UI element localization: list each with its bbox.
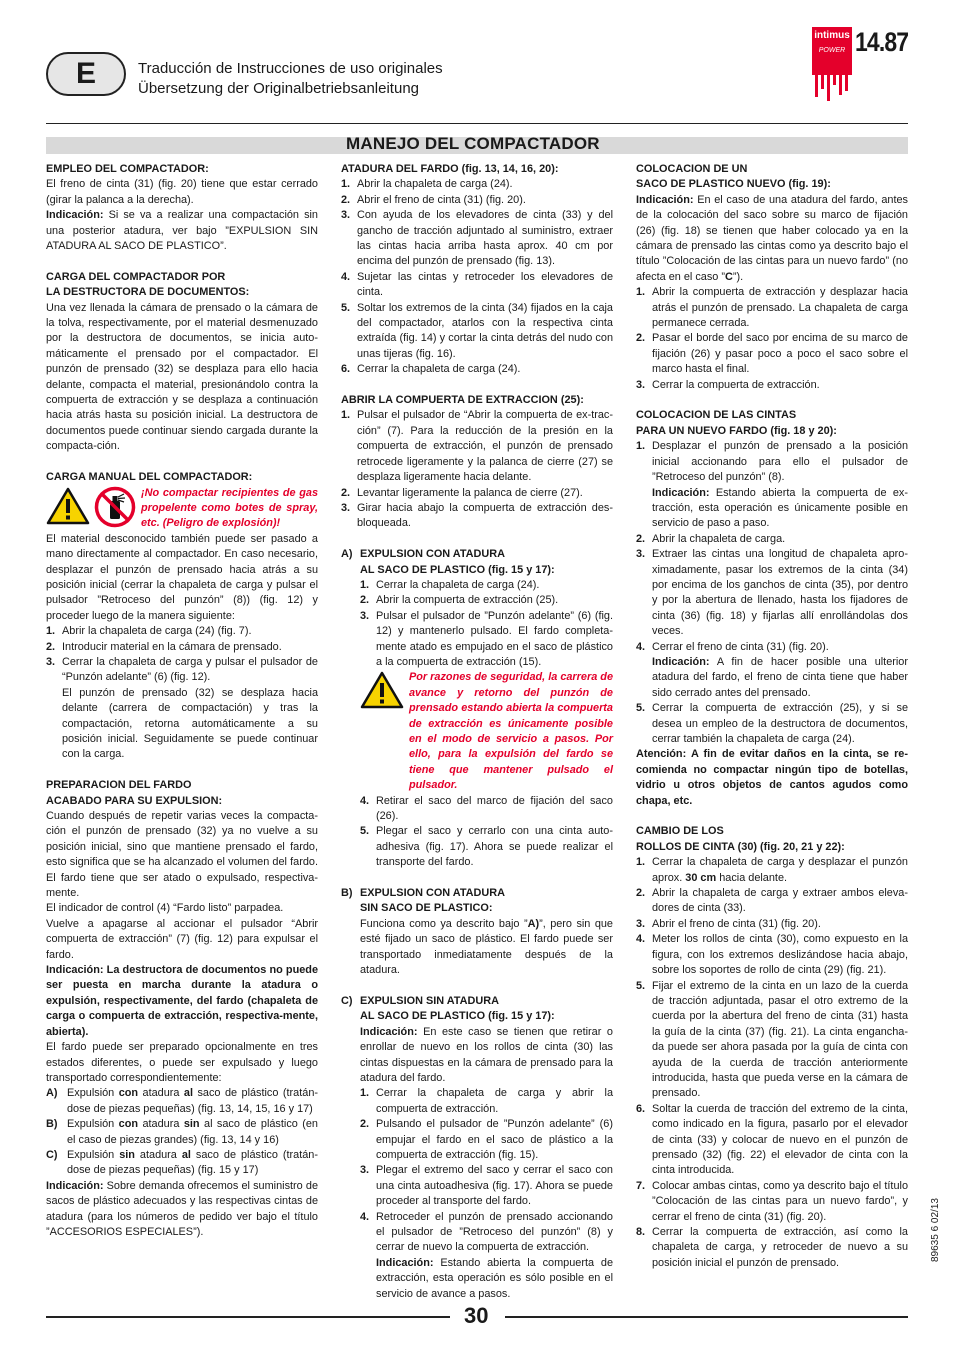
no-spray-can-icon [94,486,136,528]
heading-manual: CARGA MANUAL DEL COMPACTADOR: [46,471,253,484]
list-item: 3. Pulsar el pulsador de ”Punzón adelante” (6) (fig. 12) y mantenerlo pulsado. El fardo completa-mente atado es empujado en el saco de plástico a la compuerta de extracción (15). [360,609,613,668]
paragraph: Una vez llenada la cámara de prensado o la cámara de la tolva, respectivamente, por el material desmenuzado por la destructora de documentos, se inicia auto-máticamente el prensado por el compactador. El punzón de prensado (32) se desplaza para ello hacia delante, compacta el material, presionándolo contra la compuerta de extracción y se desplaza a continuación hacia atrás hasta su posición inicial. La destructora de documentos puede continuar siendo cargada durante la compacta-ción. [46,301,318,453]
note: Indicación: Estando abierta la compuerta de extracción, esta operación es sólo posible en el servicio de avance a pasos. [376,1256,613,1300]
list-item: 4. Retroceder el punzón de prensado accionando el pulsador de ”Retroceso del punzón” (8) y cerrar de nuevo la compuerta de extracción. [360,1210,613,1254]
note: Indicación: En el caso de una atadura del fardo, antes de la colocación del saco sobre su marco de fijación (26) (fig. 18) se tienen que haber colocado ya en la cámara de prensado las cintas como ya descrito bajo el título ”Colocación de las cintas para un nuevo fardo” (no afecta en el caso ”C”). [636,193,908,283]
list-item: 3. Girar hacia abajo la compuerta de extracción des-bloqueada. [341,501,613,530]
list-item: 7. Colocar ambas cintas, como ya descrito bajo el título ”Colocación de las cintas para un nuevo fardo”, y cerrar el freno de cinta (31) (fig. 20). [636,1179,908,1223]
paragraph: Funciona como ya descrito bajo ”A)”, pero sin que esté fijado un saco de plástico. El fardo puede ser transportado inmediatamente después de la atadura. [360,917,613,977]
note: Indicación: Sobre demanda ofrecemos el suministro de sacos de plástico adecuados y las respectivas cintas de atadura (para los números de pedido ver bajo el título ”ACCESORIOS ESPECIALES”). [46,1179,318,1238]
warning-block [360,670,613,793]
column-3 [636,162,908,1271]
warning-text: ¡No compactar recipientes de gas propelente como botes de spray, etc. (Peligro de explosión)! [141,486,318,530]
heading-abrir: ABRIR LA COMPUERTA DE EXTRACCION (25): [341,394,584,407]
heading-cintas-1: COLOCACION DE LAS CINTAS [636,409,797,422]
list-item: 3. Plegar el extremo del saco y cerrar el saco con una cinta autoadhesiva (fig. 17). Ahora se puede proceder al transporte del fardo. [360,1164,613,1208]
header-titles [138,59,443,99]
note: Indicación: En este caso se tienen que retirar o enrollar de nuevo en los rollos de cinta (30) las cintas dispuestas en la cámara de prensado para la atadura del fardo. [360,1025,613,1084]
list-item: 2. Pulsando el pulsador de ”Punzón adelante” (6) empujar el fardo en el saco de plástico a la compuerta de extracción (fig. 15). [360,1118,613,1161]
heading-cambio-2: ROLLOS DE CINTA (30) (fig. 20, 21 y 22): [636,840,845,853]
list-item: 8. Cerrar la compuerta de extracción, así como la chapaleta de carga, y retroceder de nuevo a su posición inicial el punzón de prensado. [636,1226,908,1269]
list-item: 1. Cerrar la chapaleta de carga (24). [360,578,540,591]
language-code: E [75,57,96,90]
list-item: 4. Cerrar el freno de cinta (31) (fig. 20). Indicación: A fin de hacer posible una ulterior atadura del fardo, el freno de cinta tiene que haber sido cerrado antes del prensado. [636,640,908,699]
warning-triangle-icon [46,486,90,526]
logo-word: intimus [814,30,850,41]
page-number: 30 [464,1303,489,1328]
option-item: C) Expulsión sin atadura al saco de plástico (tratán-dose de piezas pequeñas) (fig. 15 y 17) [46,1148,318,1177]
list-item: 1. Desplazar el punzón de prensado a la posición inicial accionando para ello el pulsador de ”Retroceso del punzón” (8). Indicación: Estando abierta la compuerta de ex-tracción, esta operación es únicamente posible en servicio de paso a paso. [636,440,908,530]
footer-rule [505,1316,908,1318]
heading-coloc-1: COLOCACION DE UN [636,163,748,175]
list-item: 1. Abrir la chapaleta de carga (24) (fig. 7). [46,625,252,638]
list-item: 4. Retirar el saco del marco de fijación del saco (26). [360,794,613,823]
list-item: 6. Soltar la cuerda de tracción del extremo de la cinta, como indicado en la figura, pasarlo por el elevador de cinta (33) y colocar de nuevo en el punzón de prensado (32) (fig. 22) el elevador de cinta con la cinta introducida. [636,1102,908,1177]
heading-prep-1: PREPARACION DEL FARDO [46,779,192,792]
subheading-c: C) EXPULSION SIN ATADURA [341,994,499,1007]
column-2 [341,162,613,1302]
list-item: 6. Cerrar la chapaleta de carga (24). [341,363,521,376]
list-item: 3. Cerrar la compuerta de extracción. [636,378,820,391]
list-item: 5. Cerrar la compuerta de extracción (25), y si se desea un empleo de la destructora de documentos, cerrar también la chapaleta de carga (24). [636,702,908,746]
list-item: 3. Abrir el freno de cinta (31) (fig. 20). [636,917,821,930]
subheading-c-2: AL SACO DE PLASTICO (fig. 15 y 17): [360,1010,555,1023]
paragraph: Cuando después de repetir varias veces la compacta-ción el punzón de prensado (32) ya no vuelve a su posición inicial, sino que mantiene prensado el fardo, esto significa que se ha alcanzado el volumen del fardo. El fardo tiene que ser atado o expulsado, respectiva-mente. [46,810,318,900]
list-item: 5. Soltar los extremos de la cinta (34) fijados en la caja del compactador, atarlos con la respectiva cinta extraída (fig. 14) y cortar la cinta detrás del nudo con unas tijeras (fig. 16). [341,301,613,360]
note-label: Indicación: [46,209,104,222]
list-item: 4. Meter los rollos de cinta (30), como expuesto en la figura, con los extremos deslizándose hacia abajo, sobre los soportes de rollo de cinta (29) (fig. 21). [636,933,908,977]
warning-block [46,486,318,532]
note-text: Si se va a realizar una compactación sin una posterior atadura, ver bajo ”EXPULSION SIN ATADURA AL SACO DE PLASTICO”. [46,209,318,253]
list-item: 4. Sujetar las cintas y retroceder los elevadores de cinta. [341,270,613,299]
list-item: 3. Cerrar la chapaleta de carga y pulsar el pulsador de “Punzón adelante” (6) (fig. 12). [46,655,318,684]
list-item: 1. Abrir la chapaleta de carga (24). [341,178,513,191]
footer-rule [46,1316,450,1318]
subheading-b-2: SIN SACO DE PLASTICO: [360,902,493,915]
list-item: 5. Fijar el extremo de la cinta en un lazo de la cuerda de tracción adjuntada, pasar el otro extremo de la cuerda por la abertura del freno de cinta (31) hasta la guía de la cinta (37) (fig. 21). La cinta engancha-da puede ser ahora pasada por la guía de cinta con ayuda de la cuerda de tracción anteriormente introducida, hasta que pueda verse en la cámara de prensado. [636,979,908,1100]
list-item: 1. Abrir la compuerta de extracción y desplazar hacia atrás el punzón de prensado. La chapaleta de carga permanece cerrada. [636,286,908,330]
heading-prep-2: ACABADO PARA SU EXPULSION: [46,794,223,807]
subheading-a-2: AL SACO DE PLASTICO (fig. 15 y 17): [360,563,555,576]
note-bold: Indicación: La destructora de documentos no puede ser puesta en marcha durante la atadura o expulsión, respectivamente, del fardo (chapaleta de carga o compuerta de extracción, respectiva-mente, abierta). [46,964,318,1038]
list-item: 2. Levantar ligeramente la palanca de cierre (27). [341,486,583,499]
header-title-de: Übersetzung der Originalbetriebsanleitung [138,80,420,97]
list-item-continued: El punzón de prensado (32) se desplaza hacia delante (carrera de compactación) y tras la compactación, retorna automáticamente a su posición inicial. Seguidamente se puede continuar con la carga. [62,686,318,761]
option-item: B) Expulsión con atadura sin al saco de plástico (en el caso de piezas grandes) (fig. 13, 14 y 16) [46,1118,318,1146]
heading-atadura: ATADURA DEL FARDO (fig. 13, 14, 16, 20): [341,163,559,175]
paragraph: El fardo puede ser preparado opcionalmente en tres estados diferentes, o puede ser expulsado y luego transportado correspondientemente: [46,1041,318,1084]
heading-carga-2: LA DESTRUCTORA DE DOCUMENTOS: [46,286,250,299]
list-item: 2. Abrir la chapaleta de carga. [636,532,786,545]
list-item: 1. Cerrar la chapaleta de carga y abrir la compuerta de extracción. [360,1087,613,1115]
intimus-logo-icon [812,27,852,107]
paragraph: Vuelve a apagarse al accionar el pulsador “Abrir compuerta de extracción” (7) (fig. 12) para expulsar el fardo. [46,917,318,961]
paragraph: El material desconocido también puede ser pasado a mano directamente al compactador. En caso necesario, desplazar el punzón de prensado hacia atrás a su posición inicial (cerrar la chapaleta de carga y pulsar el pulsador ”Retroceso del punzón” (8)) (fig. 12) y proceder luego de la manera siguiente: [46,532,318,622]
option-item: A) Expulsión con atadura al saco de plástico (tratán-dose de piezas pequeñas) (fig. 13, 14, 15, 16 y 17) [46,1087,318,1115]
heading-cintas-2: PARA UN NUEVO FARDO (fig. 18 y 20): [636,424,837,437]
document-code: 89635 6 02/13 [930,1198,941,1262]
subheading-a: A) EXPULSION CON ATADURA [341,548,506,561]
heading-empleo: EMPLEO DEL COMPACTADOR: [46,163,209,175]
subheading-b: B) EXPULSION CON ATADURA [341,887,506,900]
list-item: 2. Pasar el borde del saco por encima de su marco de fijación (26) y pasar poco a poco el saco sobre el marco hasta el final. [636,332,908,376]
warning-triangle-icon [360,670,404,710]
header-rule [46,123,908,124]
list-item: 3. Con ayuda de los elevadores de cinta (33) y del gancho de tracción adjuntado al suministro, extraer las cintas hacia arriba hasta aprox. 40 cm por encima del punzón de prensado (fig. 13). [341,209,613,268]
note [46,208,318,254]
attention-note: Atención: A fin de evitar daños en la cinta, se re-comienda no compactar ningún tipo de botellas, vidrio u otros objetos de cantos agudos como chapa, etc. [636,748,908,807]
paragraph: El freno de cinta (31) (fig. 20) tiene que estar cerrado (girar la palanca a la derecha). [46,178,318,206]
section-title: MANEJO DEL COMPACTADOR [346,134,600,153]
list-item: 1. Cerrar la chapaleta de carga y desplazar el punzón aprox. 30 cm hacia delante. [636,856,908,884]
heading-coloc-2: SACO DE PLASTICO NUEVO (fig. 19): [636,178,831,191]
column-1 [46,162,318,1240]
heading-carga-1: CARGA DEL COMPACTADOR POR [46,270,226,283]
list-item: 1. Pulsar el pulsador de “Abrir la compuerta de ex-trac-ción” (7). Para la reducción de la presión en la compuerta de extracción, el punzón de prensado retrocede ligeramente y la palanca de cierre (27) se desplaza ligeramente hacia delante. [341,409,613,484]
logo-sub: POWER [818,47,846,54]
language-badge [46,52,126,96]
list-item: 3. Extraer las cintas una longitud de chapaleta apro-ximadamente, pasar los extremos de la cinta (34) por encima de los ganchos de cinta (35), por dentro y por la abertura de llenado, hasta los fijadores de cinta (36) (fig. 18) y fijarlas allí enrollándolas dos veces. [636,548,908,638]
list-item: 2. Introducir material en la cámara de prensado. [46,640,282,653]
heading-cambio-1: CAMBIO DE LOS [636,825,724,838]
warning-text: Por razones de seguridad, la carrera de avance y retorno del punzón de prensado estando abierta la compuerta de extracción es únicamente posible en el modo de servicio a pasos. Por ello, para la expulsión del fardo se tiene que mantener pulsado el pulsador. [409,671,613,792]
list-item: 2. Abrir la chapaleta de carga y extraer ambos eleva-dores de cinta (33). [636,887,908,915]
model-number: 14.87 [855,27,909,57]
paragraph: El indicador de control (4) “Fardo listo” parpadea. [46,902,284,915]
list-item: 5. Plegar el saco y cerrarlo con una cinta auto-adhesiva (fig. 17). Ahora se puede realizar el transporte del fardo. [360,825,613,869]
list-item: 2. Abrir la compuerta de extracción (25). [360,594,559,607]
header-title-es: Traducción de Instrucciones de uso originales [138,60,443,77]
list-item: 2. Abrir el freno de cinta (31) (fig. 20). [341,193,526,206]
